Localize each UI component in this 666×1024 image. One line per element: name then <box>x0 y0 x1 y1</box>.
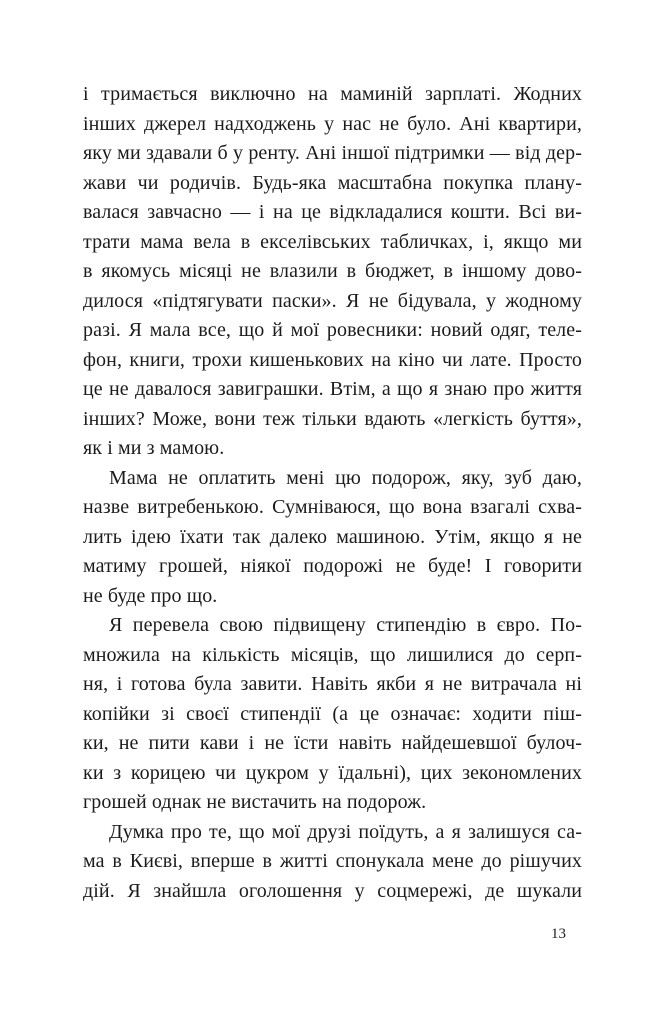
text-line: фон, книги, трохи кишенькових на кіно чи лате. Просто <box>83 348 582 371</box>
paragraph <box>83 464 582 612</box>
text-line: яку ми здавали б у ренту. Ані іншої підтримки — від дер- <box>83 142 582 164</box>
text-line: і тримається виключно на маминій зарплаті. Жодних <box>83 83 582 105</box>
text-line: ки з корицею чи цукром у їдальні), цих зекономлених <box>83 761 582 784</box>
text-line: разі. Я мала все, що й мої ровесники: новий одяг, теле- <box>83 319 582 341</box>
paragraph <box>83 80 582 464</box>
text-line: не буде про що. <box>83 584 218 607</box>
text-line: ня, і готова була завити. Навіть якби я не витрачала ні <box>83 673 582 695</box>
page-number: 13 <box>551 926 566 942</box>
page-text <box>83 80 582 906</box>
text-line: як і ми з мамою. <box>83 437 225 459</box>
text-line: інших джерел надходжень у нас не було. Ані квартири, <box>83 112 582 135</box>
text-line: копійки зі своєї стипендії (а це означає: ходити піш- <box>83 702 582 725</box>
text-line: грошей однак не вистачить на подорож. <box>83 791 427 813</box>
text-line: дій. Я знайшла оголошення у соцмережі, де шукали <box>83 879 582 902</box>
text-line: Думка про те, що мої друзі поїдуть, а я залишуся са- <box>109 820 582 843</box>
text-line: валася завчасно — і на це відкладалися кошти. Всі ви- <box>83 201 582 223</box>
text-line: лить ідею їхати так далеко машиною. Утім, якщо я не <box>83 525 582 548</box>
text-line: назве витребенькою. Сумніваюся, що вона взагалі схва- <box>83 496 582 518</box>
text-line: в якомусь місяці не влазили в бюджет, в іншому дово- <box>83 260 582 282</box>
text-line: трати мама вела в екселівських табличках, і, якщо ми <box>83 230 582 253</box>
text-line: Я перевела свою підвищену стипендію в євро. По- <box>109 614 582 636</box>
text-line: ма в Києві, вперше в житті спонукала мене до рішучих <box>83 850 582 872</box>
text-line: ки, не пити кави і не їсти навіть найдешевшої булоч- <box>83 732 582 754</box>
paragraph <box>83 818 582 907</box>
text-line: жави чи родичів. Будь-яка масштабна покупка плану- <box>83 171 582 194</box>
text-line: множила на кількість місяців, що лишилися до серп- <box>83 643 582 666</box>
text-line: інших? Може, вони теж тільки вдають «легкість буття», <box>83 407 582 430</box>
text-line: це не давалося завиграшки. Втім, а що я знаю про життя <box>83 378 582 400</box>
text-line: дилося «підтягувати паски». Я не бідувала, у жодному <box>83 289 582 312</box>
text-line: матиму грошей, ніякої подорожі не буде! І говорити <box>83 555 582 577</box>
text-line: Мама не оплатить мені цю подорож, яку, зуб даю, <box>109 466 582 489</box>
paragraph <box>83 611 582 818</box>
